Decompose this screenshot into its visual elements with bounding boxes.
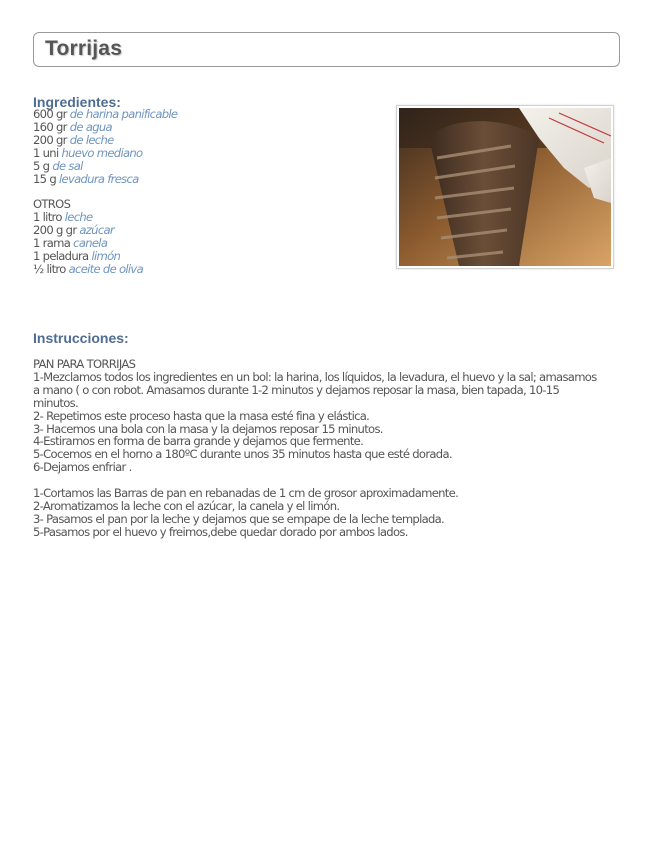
otros-label: OTROS [33,197,71,211]
ingredient-name: huevo mediano [61,145,143,160]
ingredient-qty: 15 g [33,171,56,186]
ingredient-qty: 5 g [33,158,50,173]
instructions [33,358,603,539]
ingredient-qty: 1 uni [33,145,59,160]
instruction-line: 1-Cortamos las Barras de pan en rebanadas de 1 cm de grosor aproximadamente. [33,486,459,501]
ingredient-qty: 600 gr [33,107,67,121]
ingredient-name: de harina panificable [69,107,178,121]
instruction-line: 2- Repetimos este proceso hasta que la masa esté fina y elástica. [33,408,370,423]
ingredient-name: limón [91,248,121,263]
ingredient-qty: 1 litro [33,209,62,224]
instruction-line: 4-Estiramos en forma de barra grande y dejamos que fermente. [33,434,364,449]
ingredient-name: levadura fresca [59,171,139,186]
instruction-line: 5-Cocemos en el horno a 180ºC durante unos 35 minutos hasta que esté dorada. [33,447,452,462]
ingredient-name: de leche [69,132,114,147]
ingredient-qty: 160 gr [33,119,67,134]
instruction-line: 1-Mezclamos todos los ingredientes en un bol: la harina, los líquidos, la levadura, el huevo y la sal; amasamos a mano ( o con robot. Amasamos durante 1-2 minutos y dejamos reposar la masa, bien tapada, 10-15 minutos. [33,369,597,410]
ingredient-qty: 1 peladura [33,248,89,263]
ingredient-qty: 200 gr [33,132,67,147]
ingredient-name: aceite de oliva [68,261,144,276]
title-box [33,32,620,67]
ingredient-item [33,147,373,160]
instruction-line: PAN PARA TORRIJAS [33,357,136,371]
otros-list [33,198,373,275]
bread-loaf-image [399,108,611,266]
bread-photo [396,105,614,269]
otros-item [33,263,373,276]
instruction-line: 2-Aromatizamos la leche con el azúcar, la canela y el limón. [33,498,340,513]
ingredient-name: canela [73,235,108,250]
ingredient-qty: 200 g gr [33,222,77,237]
ingredients-heading: Ingredientes: [33,94,121,110]
instruction-line: 3- Hacemos una bola con la masa y la dejamos reposar 15 minutos. [33,421,383,436]
ingredient-item [33,173,373,186]
instruction-line: 5-Pasamos por el huevo y freimos,debe quedar dorado por ambos lados. [33,524,408,539]
ingredient-name: leche [64,209,93,224]
ingredients-list [33,108,373,185]
ingredient-name: azúcar [79,222,114,237]
instructions-heading: Instrucciones: [33,330,129,346]
instruction-line: 6-Dejamos enfriar . [33,460,132,475]
ingredient-name: de agua [69,119,112,134]
instruction-line: 3- Pasamos el pan por la leche y dejamos que se empape de la leche templada. [33,511,445,526]
ingredient-qty: 1 rama [33,235,71,250]
page-title: Torrijas [45,37,123,60]
ingredient-name: de sal [52,158,83,173]
ingredient-qty: ½ litro [33,261,66,276]
